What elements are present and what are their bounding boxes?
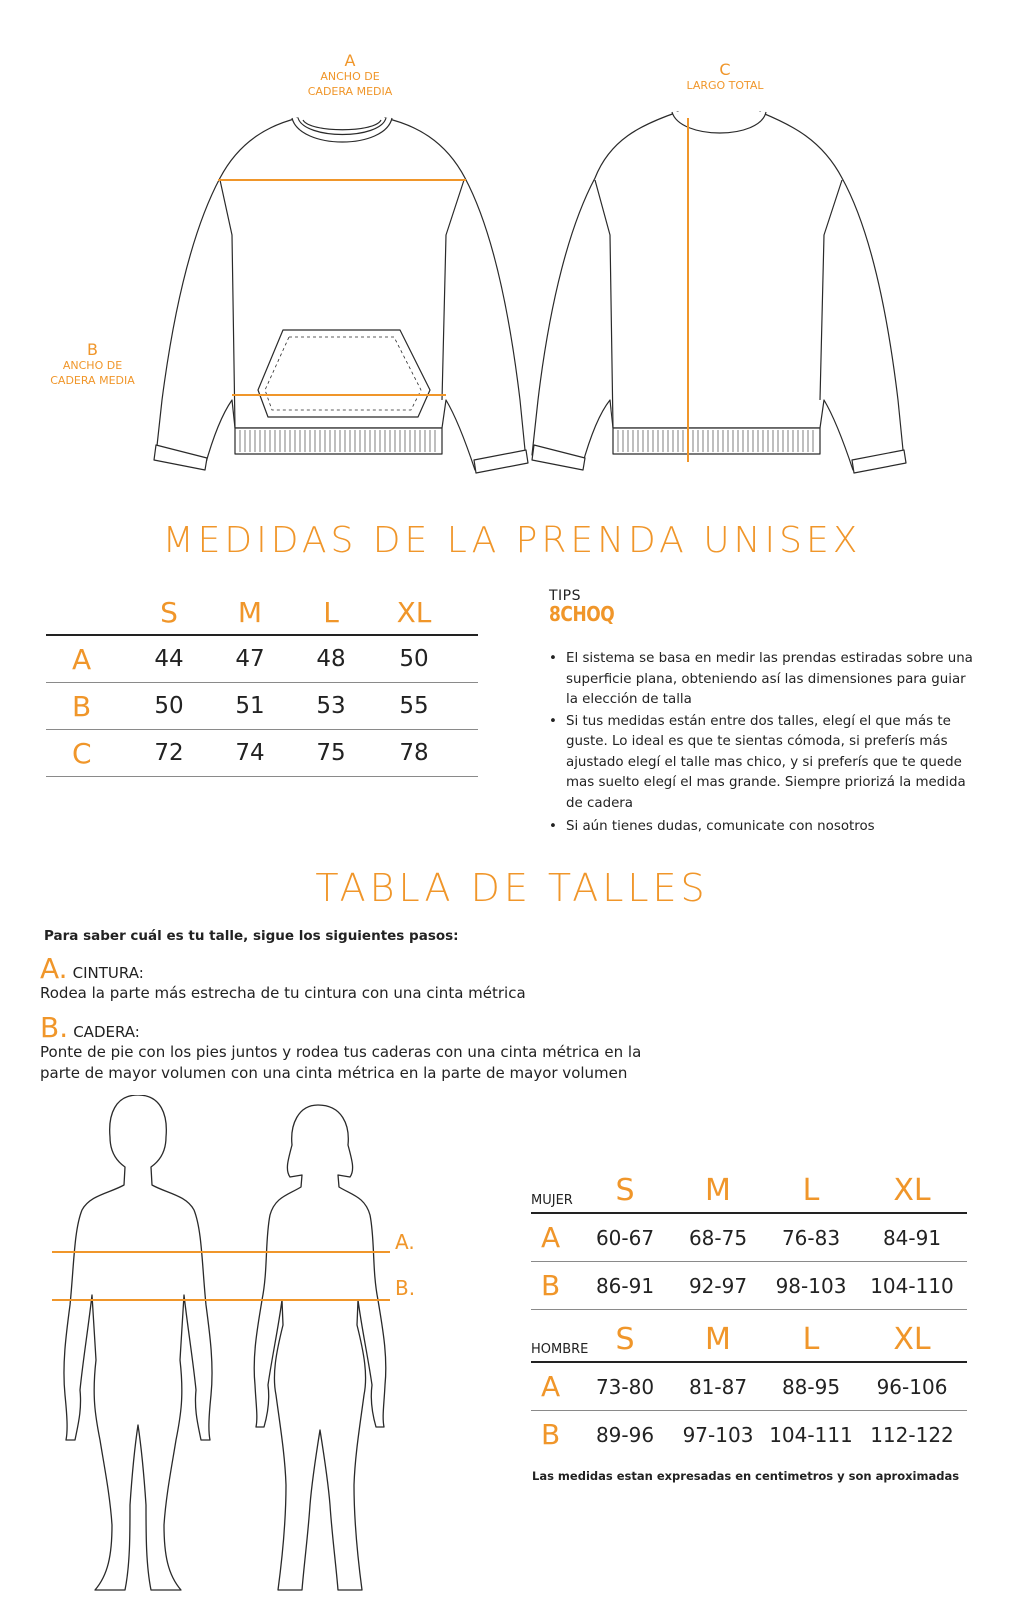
mujer-header-row (531, 1166, 967, 1214)
table-cell: 104-110 (870, 1274, 954, 1298)
brand-logo: 8CHOQ (549, 602, 615, 626)
talles-title: TABLA DE TALLES (315, 866, 709, 910)
table-cell: 50 (154, 693, 184, 719)
table-cell: 44 (154, 646, 184, 672)
label-c (665, 62, 785, 93)
list-item: • Si aún tienes dudas, comunicate con nosotros (549, 817, 979, 838)
female-figure (254, 1105, 386, 1590)
table-cell: 55 (399, 693, 429, 719)
size-xl: XL (893, 1173, 931, 1208)
hombre-label: HOMBRE (531, 1342, 589, 1357)
table-cell: 72 (154, 740, 184, 766)
front-hem-rib (235, 428, 442, 454)
size-s: S (160, 596, 178, 629)
step-b-text-2: parte de mayor volumen con una cinta métrica en la parte de mayor volumen (40, 1064, 628, 1082)
label-a (285, 53, 415, 99)
size-xl: XL (396, 596, 432, 629)
table-row (46, 730, 478, 777)
table-row (531, 1411, 967, 1459)
row-label-b: B (72, 690, 92, 723)
hombre-header-row (531, 1315, 967, 1363)
label-b-letter: B (87, 340, 98, 359)
table-cell: 78 (399, 740, 429, 766)
step-b (40, 1011, 642, 1084)
table-row (531, 1214, 967, 1262)
size-s: S (615, 1173, 635, 1208)
table-cell: 76-83 (781, 1226, 841, 1250)
table-row (531, 1363, 967, 1411)
size-l: L (323, 596, 339, 629)
sweatshirt-illustration (0, 0, 1024, 490)
table-cell: 48 (316, 646, 346, 672)
step-b-label: CADERA: (73, 1023, 140, 1041)
size-l: L (802, 1173, 820, 1208)
label-a-line2: CADERA MEDIA (307, 85, 393, 98)
table-cell: 97-103 (682, 1423, 754, 1447)
tips-heading: TIPS (549, 588, 582, 604)
tips-panel (549, 589, 979, 839)
label-b (30, 342, 155, 388)
row-label-b: B (541, 1269, 561, 1302)
row-label-a: A (541, 1221, 561, 1254)
mujer-label: MUJER (531, 1193, 573, 1208)
table-cell: 98-103 (775, 1274, 847, 1298)
row-label-c: C (72, 737, 92, 770)
size-m: M (237, 596, 263, 629)
step-a (40, 952, 526, 1004)
row-label-b: B (541, 1418, 561, 1451)
table-cell: 84-91 (882, 1226, 942, 1250)
list-item: • Si tus medidas están entre dos talles, elegí el que más te guste. Lo ideal es que te sientas cómoda, si preferís más ajustado elegí el talle mas chico, y si preferís que te quede mas suelto elegí el mas grande. Siempre priorizá la medida de cadera (549, 712, 979, 815)
table-cell: 88-95 (781, 1375, 841, 1399)
table-cell: 92-97 (688, 1274, 748, 1298)
table-cell: 68-75 (688, 1226, 748, 1250)
back-body (532, 112, 904, 470)
label-a-letter: A (344, 51, 356, 70)
table-cell: 104-111 (769, 1423, 853, 1447)
back-hem-rib (613, 428, 820, 454)
table-cell: 60-67 (595, 1226, 655, 1250)
male-figure (64, 1095, 212, 1590)
table-cell: 86-91 (595, 1274, 655, 1298)
table-cell: 53 (316, 693, 346, 719)
label-c-letter: C (719, 60, 731, 79)
step-a-letter: A. (40, 952, 68, 985)
tips-list (549, 649, 979, 838)
hombre-table (531, 1315, 967, 1459)
unisex-title: MEDIDAS DE LA PRENDA UNISEX (162, 520, 862, 561)
table-row (46, 636, 478, 683)
table-cell: 50 (399, 646, 429, 672)
table-cell: 112-122 (870, 1423, 954, 1447)
label-a-line1: ANCHO DE (320, 70, 380, 83)
label-b-line2: CADERA MEDIA (50, 374, 135, 387)
hip-label: B. (395, 1276, 416, 1300)
size-m: M (705, 1173, 731, 1208)
unisex-header-row (46, 588, 478, 636)
row-label-a: A (541, 1370, 561, 1403)
table-cell: 89-96 (595, 1423, 655, 1447)
waist-label: A. (395, 1230, 415, 1254)
list-item: • El sistema se basa en medir las prendas estiradas sobre una superficie plana, obteniendo así las dimensiones para guiar la elección de talla (549, 649, 979, 711)
table-row (531, 1262, 967, 1310)
table-row (46, 683, 478, 730)
size-xl: XL (893, 1322, 931, 1357)
mujer-table (531, 1166, 967, 1310)
step-a-label: CINTURA: (72, 964, 144, 982)
intro-text: Para saber cuál es tu talle, sigue los siguientes pasos: (44, 928, 459, 944)
row-label-a: A (72, 643, 92, 676)
table-cell: 73-80 (595, 1375, 655, 1399)
table-cell: 74 (235, 740, 265, 766)
table-cell: 51 (235, 693, 265, 719)
table-cell: 75 (316, 740, 346, 766)
body-figures-illustration (0, 1095, 500, 1595)
step-b-text-1: Ponte de pie con los pies juntos y rodea tus caderas con una cinta métrica en la (40, 1043, 642, 1061)
size-l: L (802, 1322, 820, 1357)
label-b-line1: ANCHO DE (62, 359, 123, 372)
unisex-table (46, 588, 478, 777)
table-cell: 81-87 (688, 1375, 748, 1399)
table-cell: 96-106 (876, 1375, 948, 1399)
step-a-text: Rodea la parte más estrecha de tu cintura con una cinta métrica (40, 984, 526, 1002)
size-s: S (615, 1322, 635, 1357)
step-b-letter: B. (40, 1011, 69, 1044)
size-m: M (705, 1322, 731, 1357)
measurement-note: Las medidas estan expresadas en centimetros y son aproximadas (532, 1469, 960, 1483)
label-c-line1: LARGO TOTAL (686, 79, 764, 92)
table-cell: 47 (235, 646, 265, 672)
